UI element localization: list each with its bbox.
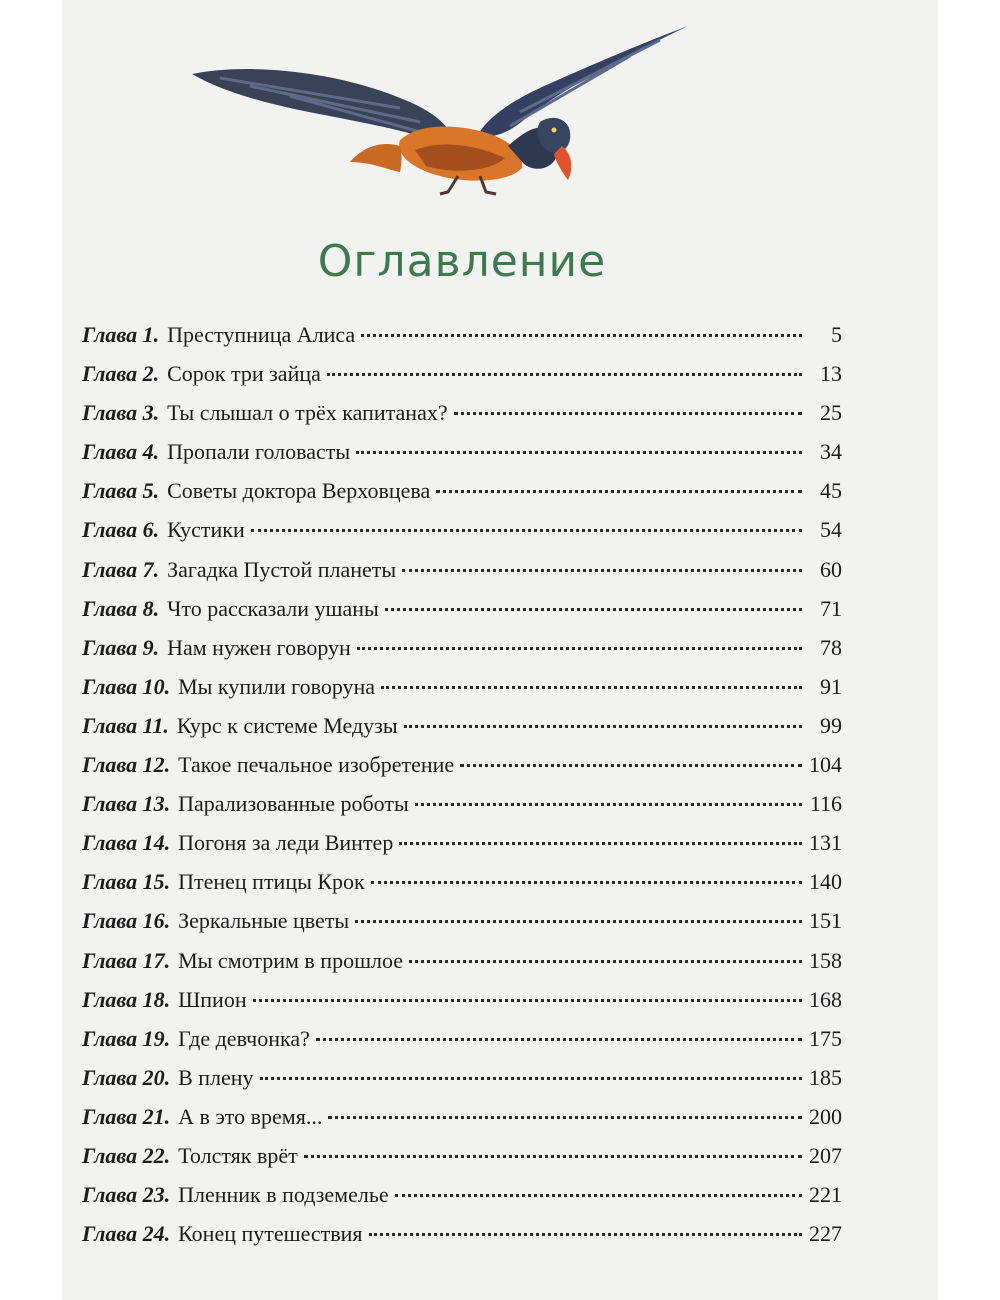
toc-row — [82, 752, 842, 791]
chapter-page-number: 131 — [809, 830, 842, 856]
dot-leader — [436, 490, 802, 493]
chapter-page-number: 175 — [809, 1025, 842, 1051]
chapter-label: Глава 12. — [82, 752, 171, 778]
chapter-title: Такое печальное изобретение — [178, 752, 455, 778]
chapter-title: Мы смотрим в прошлое — [178, 947, 404, 973]
chapter-page-number: 78 — [820, 634, 842, 660]
chapter-page-number: 91 — [820, 673, 842, 699]
chapter-title: А в это время... — [178, 1103, 323, 1129]
chapter-title: В плену — [178, 1064, 254, 1090]
toc-row — [82, 1182, 842, 1221]
chapter-page-number: 227 — [809, 1221, 842, 1247]
dot-leader — [355, 920, 802, 923]
dot-leader — [328, 1116, 802, 1119]
chapter-title: Пленник в подземелье — [178, 1182, 389, 1208]
chapter-label: Глава 16. — [82, 908, 171, 934]
chapter-page-number: 185 — [809, 1064, 842, 1090]
toc-row — [82, 1143, 842, 1182]
toc-row — [82, 1065, 842, 1104]
dot-leader — [251, 529, 802, 532]
chapter-title: Где девчонка? — [178, 1025, 310, 1051]
book-page — [62, 0, 938, 1300]
chapter-title: Конец путешествия — [178, 1221, 363, 1247]
chapter-label: Глава 1. — [82, 322, 160, 347]
chapter-label: Глава 17. — [82, 947, 171, 973]
chapter-title: Что рассказали ушаны — [167, 595, 379, 621]
chapter-title: Сорок три зайца — [167, 361, 321, 387]
toc-row — [82, 400, 842, 439]
flying-bird-illustration — [190, 22, 690, 202]
chapter-label: Глава 3. — [82, 400, 160, 426]
toc-row — [82, 1221, 842, 1260]
toc-row — [82, 1104, 842, 1143]
dot-leader — [361, 334, 802, 337]
toc-row — [82, 557, 842, 596]
chapter-label: Глава 23. — [82, 1182, 171, 1208]
chapter-title: Птенец птицы Крок — [178, 869, 365, 895]
dot-leader — [371, 881, 802, 884]
chapter-label: Глава 22. — [82, 1142, 171, 1168]
chapter-label: Глава 15. — [82, 869, 171, 895]
chapter-label: Глава 14. — [82, 830, 171, 856]
chapter-page-number: 151 — [809, 908, 842, 934]
chapter-page-number: 25 — [820, 400, 842, 426]
chapter-title: Шпион — [178, 986, 247, 1012]
chapter-title: Погоня за леди Винтер — [178, 830, 394, 856]
bird-tail — [350, 144, 402, 172]
chapter-label: Глава 21. — [82, 1103, 171, 1129]
table-of-contents — [82, 322, 842, 1260]
dot-leader — [395, 1194, 802, 1197]
toc-row — [82, 674, 842, 713]
toc-row — [82, 635, 842, 674]
toc-row — [82, 596, 842, 635]
toc-row — [82, 1026, 842, 1065]
chapter-page-number: 104 — [809, 752, 842, 778]
chapter-page-number: 60 — [820, 556, 842, 582]
toc-row — [82, 948, 842, 987]
chapter-label: Глава 7. — [82, 556, 160, 582]
toc-row — [82, 478, 842, 517]
chapter-label: Глава 20. — [82, 1064, 171, 1090]
chapter-title: Зеркальные цветы — [178, 908, 350, 934]
chapter-page-number: 99 — [820, 712, 842, 738]
chapter-title: Мы купили говоруна — [178, 673, 376, 699]
toc-row — [82, 791, 842, 830]
toc-row — [82, 908, 842, 947]
toc-row — [82, 361, 842, 400]
page-title: Оглавление — [317, 236, 607, 287]
dot-leader — [304, 1155, 802, 1158]
chapter-page-number: 140 — [809, 869, 842, 895]
dot-leader — [369, 1233, 802, 1236]
chapter-label: Глава 11. — [82, 712, 169, 738]
dot-leader — [316, 1038, 802, 1041]
chapter-label: Глава 13. — [82, 791, 171, 817]
toc-row — [82, 830, 842, 869]
chapter-page-number: 71 — [820, 595, 842, 621]
chapter-label: Глава 9. — [82, 634, 160, 660]
chapter-page-number: 200 — [809, 1103, 842, 1129]
dot-leader — [357, 647, 802, 650]
toc-row — [82, 517, 842, 556]
chapter-label: Глава 18. — [82, 986, 171, 1012]
chapter-page-number: 207 — [809, 1142, 842, 1168]
chapter-title: Парализованные роботы — [178, 791, 409, 817]
toc-row — [82, 869, 842, 908]
dot-leader — [415, 803, 802, 806]
dot-leader — [409, 960, 802, 963]
toc-row — [82, 713, 842, 752]
chapter-label: Глава 10. — [82, 673, 171, 699]
chapter-label: Глава 8. — [82, 595, 160, 621]
chapter-title: Ты слышал о трёх капитанах? — [167, 400, 448, 426]
chapter-page-number: 168 — [809, 986, 842, 1012]
chapter-page-number: 45 — [820, 478, 842, 504]
dot-leader — [385, 608, 802, 611]
chapter-title: Курс к системе Медузы — [176, 712, 398, 738]
chapter-title: Преступница Алиса — [167, 322, 356, 347]
dot-leader — [327, 373, 802, 376]
bird-right-wing-feathers — [510, 40, 660, 126]
chapter-title: Нам нужен говорун — [167, 634, 351, 660]
dot-leader — [404, 725, 802, 728]
chapter-label: Глава 6. — [82, 517, 160, 543]
chapter-label: Глава 24. — [82, 1221, 171, 1247]
chapter-title: Пропали головасты — [167, 439, 351, 465]
chapter-label: Глава 19. — [82, 1025, 171, 1051]
dot-leader — [253, 999, 802, 1002]
chapter-label: Глава 2. — [82, 361, 160, 387]
chapter-page-number: 158 — [809, 947, 842, 973]
dot-leader — [454, 412, 802, 415]
chapter-page-number: 116 — [809, 791, 842, 817]
chapter-page-number: 13 — [820, 361, 842, 387]
dot-leader — [402, 569, 802, 572]
chapter-page-number: 34 — [820, 439, 842, 465]
dot-leader — [399, 842, 802, 845]
chapter-label: Глава 5. — [82, 478, 160, 504]
chapter-title: Советы доктора Верховцева — [167, 478, 431, 504]
chapter-page-number: 5 — [831, 322, 842, 347]
dot-leader — [260, 1077, 802, 1080]
toc-row — [82, 439, 842, 478]
dot-leader — [460, 764, 802, 767]
bird-eye — [552, 128, 557, 133]
chapter-page-number: 54 — [820, 517, 842, 543]
chapter-label: Глава 4. — [82, 439, 160, 465]
dot-leader — [381, 686, 802, 689]
toc-row — [82, 322, 842, 361]
chapter-title: Загадка Пустой планеты — [167, 556, 397, 582]
toc-row — [82, 987, 842, 1026]
chapter-page-number: 221 — [809, 1182, 842, 1208]
chapter-title: Кустики — [167, 517, 245, 543]
chapter-title: Толстяк врёт — [178, 1142, 298, 1168]
dot-leader — [356, 451, 802, 454]
